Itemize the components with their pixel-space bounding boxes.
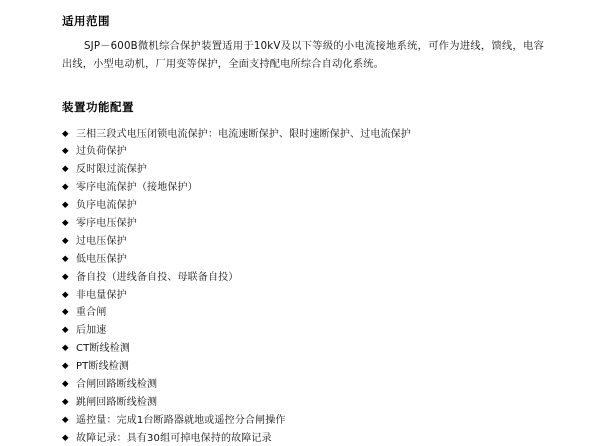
diamond-bullet-icon: ◆: [62, 414, 69, 425]
list-item-label: 反时限过流保护: [76, 164, 148, 176]
diamond-bullet-icon: ◆: [62, 164, 69, 175]
list-item-label: 故障记录：具有30组可掉电保持的故障记录: [76, 432, 272, 444]
diamond-bullet-icon: ◆: [62, 432, 69, 443]
list-item: [62, 323, 544, 339]
function-list: [62, 127, 544, 446]
section-heading-functions: 装置功能配置: [62, 99, 134, 114]
scope-paragraph: [62, 38, 544, 74]
list-item-label: CT断线检测: [76, 343, 130, 355]
list-item: [62, 377, 544, 393]
list-item-label: 重合闸: [76, 307, 107, 319]
diamond-bullet-icon: ◆: [62, 361, 69, 372]
list-item-label: 跳闸回路断线检测: [76, 396, 158, 408]
list-item: [62, 127, 544, 143]
diamond-bullet-icon: ◆: [62, 200, 69, 211]
diamond-bullet-icon: ◆: [62, 325, 69, 336]
list-item-label: 三相三段式电压闭锁电流保护：电流速断保护、限时速断保护、过电流保护: [76, 128, 411, 140]
diamond-bullet-icon: ◆: [62, 128, 69, 139]
diamond-bullet-icon: ◆: [62, 396, 69, 407]
diamond-bullet-icon: ◆: [62, 146, 69, 157]
page-left-margin: [0, 0, 4, 400]
list-item: [62, 180, 544, 196]
section-heading-scope: 适用范围: [62, 14, 110, 28]
list-item-label: 合闸回路断线检测: [76, 379, 158, 391]
list-item-label: 遥控量：完成1台断路器就地或遥控分合闸操作: [76, 414, 286, 426]
list-item-label: 备自投（进线备自投、母联备自投）: [76, 271, 239, 283]
list-item: [62, 359, 544, 375]
diamond-bullet-icon: ◆: [62, 182, 69, 193]
list-item-label: 零序电压保护: [76, 218, 137, 230]
list-item: [62, 198, 544, 214]
list-item: [62, 413, 544, 429]
list-item: [62, 305, 544, 321]
diamond-bullet-icon: ◆: [62, 271, 69, 282]
list-item: [62, 252, 544, 268]
diamond-bullet-icon: ◆: [62, 307, 69, 318]
diamond-bullet-icon: ◆: [62, 289, 69, 300]
diamond-bullet-icon: ◆: [62, 218, 69, 229]
list-item: [62, 216, 544, 232]
diamond-bullet-icon: ◆: [62, 253, 69, 264]
diamond-bullet-icon: ◆: [62, 343, 69, 354]
list-item: [62, 395, 544, 411]
list-item: [62, 431, 544, 446]
list-item-label: 零序电流保护（接地保护）: [76, 182, 198, 194]
list-item-label: 过电压保护: [76, 235, 127, 247]
list-item-label: 低电压保护: [76, 253, 127, 265]
list-item-label: PT断线检测: [76, 361, 130, 373]
list-item-label: 后加速: [76, 325, 107, 337]
list-item: [62, 144, 544, 160]
list-item-label: 过负荷保护: [76, 146, 127, 158]
list-item: [62, 270, 544, 286]
list-item: [62, 162, 544, 178]
list-item: [62, 234, 544, 250]
list-item-label: 负序电流保护: [76, 200, 137, 212]
scope-paragraph-text: SJP－600B微机综合保护装置适用于10kV及以下等级的小电流接地系统，可作为进线，馈线，电容出线，小型电动机，厂用变等保护，全面支持配电所综合自动化系统。: [62, 40, 544, 70]
list-item: [62, 341, 544, 357]
diamond-bullet-icon: ◆: [62, 235, 69, 246]
list-item-label: 非电量保护: [76, 289, 127, 301]
diamond-bullet-icon: ◆: [62, 379, 69, 390]
list-item: [62, 288, 544, 304]
